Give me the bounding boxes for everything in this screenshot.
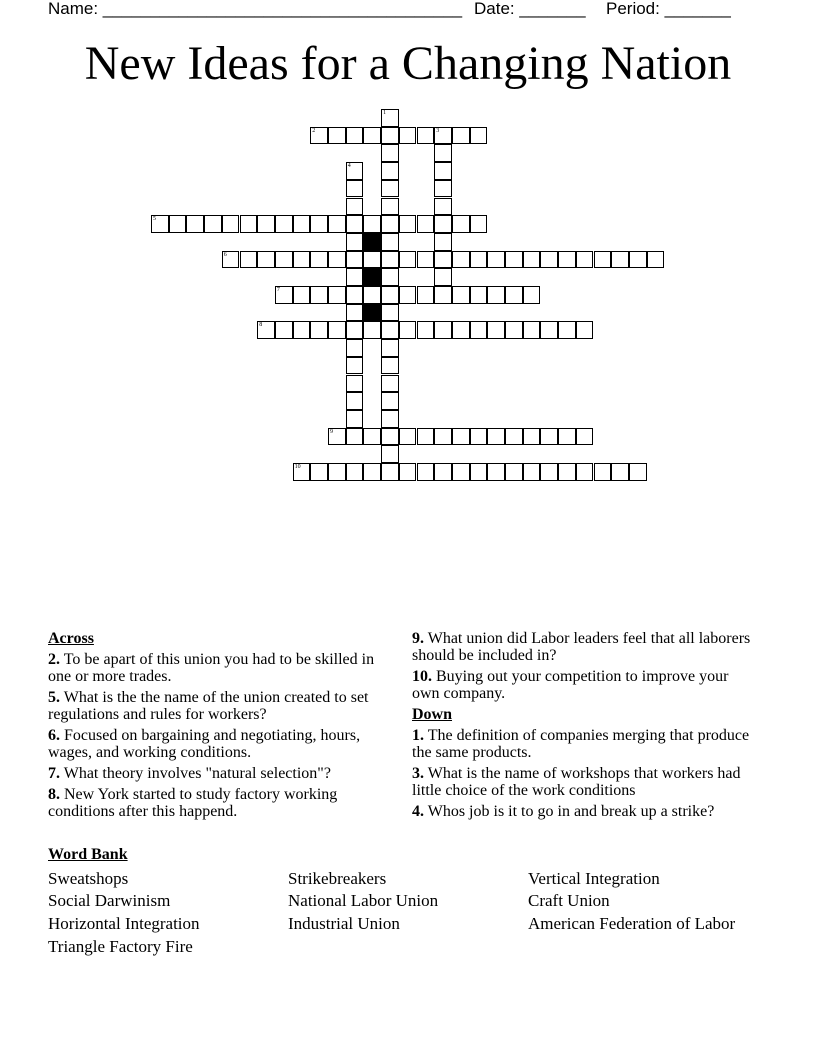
crossword-cell[interactable] bbox=[399, 463, 417, 481]
crossword-cell[interactable] bbox=[505, 251, 523, 269]
crossword-cell[interactable] bbox=[452, 215, 470, 233]
clue-across-7 bbox=[48, 765, 388, 782]
crossword-cell[interactable] bbox=[381, 339, 399, 357]
crossword-cell[interactable] bbox=[275, 215, 293, 233]
crossword-cell[interactable] bbox=[452, 127, 470, 145]
crossword-cell[interactable] bbox=[434, 428, 452, 446]
crossword-cell[interactable] bbox=[310, 463, 328, 481]
clue-text: The definition of companies merging that produce the same products. bbox=[412, 727, 750, 761]
crossword-cell[interactable] bbox=[487, 251, 505, 269]
cell-number: 1 bbox=[383, 110, 387, 116]
crossword-cell[interactable] bbox=[399, 286, 417, 304]
crossword-cell[interactable] bbox=[346, 180, 364, 198]
crossword-cell[interactable] bbox=[363, 428, 381, 446]
crossword-cell[interactable] bbox=[346, 127, 364, 145]
crossword-cell[interactable] bbox=[293, 463, 311, 481]
crossword-cell[interactable] bbox=[523, 286, 541, 304]
crossword-cell[interactable] bbox=[381, 251, 399, 269]
crossword-cell[interactable] bbox=[240, 215, 258, 233]
crossword-cell[interactable] bbox=[399, 321, 417, 339]
crossword-cell[interactable] bbox=[487, 321, 505, 339]
crossword-cell[interactable] bbox=[328, 321, 346, 339]
crossword-grid bbox=[0, 0, 816, 500]
cell-number: 3 bbox=[436, 127, 440, 134]
crossword-cell[interactable] bbox=[381, 375, 399, 393]
clue-number: 5. bbox=[48, 689, 60, 706]
clue-across-8 bbox=[48, 786, 388, 820]
crossword-cell[interactable] bbox=[328, 215, 346, 233]
clue-number: 8. bbox=[48, 786, 60, 803]
clues-left-column bbox=[48, 630, 388, 824]
crossword-cell[interactable] bbox=[558, 463, 576, 481]
crossword-cell[interactable] bbox=[381, 321, 399, 339]
crossword-cell[interactable] bbox=[434, 127, 452, 145]
crossword-cell[interactable] bbox=[470, 127, 488, 145]
crossword-cell[interactable] bbox=[328, 428, 346, 446]
crossword-cell[interactable] bbox=[434, 251, 452, 269]
crossword-cell[interactable] bbox=[381, 109, 399, 127]
crossword-cell[interactable] bbox=[399, 127, 417, 145]
clue-number: 1. bbox=[412, 727, 424, 744]
crossword-cell[interactable] bbox=[363, 127, 381, 145]
crossword-cell[interactable] bbox=[346, 410, 364, 428]
crossword-cell[interactable] bbox=[328, 463, 346, 481]
cell-number: 10 bbox=[294, 464, 301, 470]
name-field[interactable]: Name: ______________________________________ bbox=[48, 0, 463, 18]
crossword-cell[interactable] bbox=[363, 251, 381, 269]
crossword-cell[interactable] bbox=[452, 428, 470, 446]
crossword-cell[interactable] bbox=[647, 251, 665, 269]
clue-across-5 bbox=[48, 689, 388, 723]
clue-number: 7. bbox=[48, 765, 60, 782]
clue-number: 2. bbox=[48, 651, 60, 668]
crossword-cell[interactable] bbox=[523, 251, 541, 269]
crossword-cell[interactable] bbox=[257, 321, 275, 339]
crossword-cell[interactable] bbox=[381, 304, 399, 322]
crossword-cell[interactable] bbox=[310, 127, 328, 145]
clue-text: What theory involves "natural selection"? bbox=[63, 765, 331, 782]
word-bank-item: Vertical Integration bbox=[528, 869, 660, 888]
crossword-cell[interactable] bbox=[611, 463, 629, 481]
crossword-cell[interactable] bbox=[310, 321, 328, 339]
crossword-cell[interactable] bbox=[222, 215, 240, 233]
crossword-cell[interactable] bbox=[328, 127, 346, 145]
crossword-cell[interactable] bbox=[417, 127, 435, 145]
crossword-cell[interactable] bbox=[381, 463, 399, 481]
crossword-cell[interactable] bbox=[346, 304, 364, 322]
crossword-cell[interactable] bbox=[310, 251, 328, 269]
crossword-cell[interactable] bbox=[594, 463, 612, 481]
cell-number: 5 bbox=[153, 216, 156, 223]
clue-text: To be apart of this union you had to be skilled in one or more trades. bbox=[48, 651, 375, 685]
crossword-cell[interactable] bbox=[328, 286, 346, 304]
page-title: New Ideas for a Changing Nation bbox=[84, 37, 732, 90]
crossword-cell[interactable] bbox=[204, 215, 222, 233]
crossword-cell[interactable] bbox=[151, 215, 169, 233]
clue-across-10 bbox=[412, 668, 752, 702]
crossword-cell[interactable] bbox=[381, 162, 399, 180]
crossword-cell[interactable] bbox=[293, 286, 311, 304]
word-bank-item: Strikebreakers bbox=[288, 869, 387, 888]
crossword-cell[interactable] bbox=[346, 215, 364, 233]
crossword-cell[interactable] bbox=[576, 428, 594, 446]
crossword-cell[interactable] bbox=[523, 321, 541, 339]
crossword-cell[interactable] bbox=[275, 321, 293, 339]
crossword-cell[interactable] bbox=[240, 251, 258, 269]
crossword-cell[interactable] bbox=[434, 233, 452, 251]
clue-across-2 bbox=[48, 651, 388, 685]
word-bank-item: Sweatshops bbox=[48, 869, 129, 888]
crossword-cell[interactable] bbox=[470, 251, 488, 269]
crossword-cell[interactable] bbox=[470, 463, 488, 481]
down-heading: Down bbox=[412, 706, 453, 723]
crossword-cell[interactable] bbox=[363, 286, 381, 304]
clue-text: Buying out your competition to improve your own company. bbox=[412, 668, 729, 702]
crossword-cell[interactable] bbox=[576, 321, 594, 339]
word-bank-title: Word Bank bbox=[48, 846, 128, 863]
crossword-cell[interactable] bbox=[505, 321, 523, 339]
clue-number: 9. bbox=[412, 630, 424, 647]
crossword-cell[interactable] bbox=[346, 357, 364, 375]
clue-down-1 bbox=[412, 727, 752, 761]
crossword-cell[interactable] bbox=[399, 428, 417, 446]
crossword-cell[interactable] bbox=[381, 233, 399, 251]
crossword-cell[interactable] bbox=[381, 144, 399, 162]
crossword-cell[interactable] bbox=[346, 286, 364, 304]
crossword-cell[interactable] bbox=[505, 428, 523, 446]
crossword-cell[interactable] bbox=[505, 463, 523, 481]
clue-across-6 bbox=[48, 727, 388, 761]
crossword-cell[interactable] bbox=[434, 215, 452, 233]
crossword-cell[interactable] bbox=[629, 463, 647, 481]
crossword-cell[interactable] bbox=[310, 215, 328, 233]
crossword-cell[interactable] bbox=[169, 215, 187, 233]
word-bank-item: Horizontal Integration bbox=[48, 914, 200, 933]
crossword-cell[interactable] bbox=[558, 428, 576, 446]
clue-number: 6. bbox=[48, 727, 60, 744]
crossword-cell[interactable] bbox=[629, 251, 647, 269]
crossword-cell[interactable] bbox=[434, 286, 452, 304]
clue-across-9 bbox=[412, 630, 752, 664]
crossword-cell[interactable] bbox=[363, 215, 381, 233]
crossword-cell[interactable] bbox=[417, 286, 435, 304]
crossword-cell[interactable] bbox=[558, 251, 576, 269]
cell-number: 6 bbox=[223, 251, 227, 258]
crossword-cell[interactable] bbox=[275, 251, 293, 269]
crossword-cell[interactable] bbox=[381, 445, 399, 463]
clue-text: What is the the name of the union created to set regulations and rules for workers? bbox=[48, 689, 369, 723]
word-bank-item: Social Darwinism bbox=[48, 891, 171, 910]
crossword-cell[interactable] bbox=[576, 463, 594, 481]
crossword-cell[interactable] bbox=[186, 215, 204, 233]
crossword-cell[interactable] bbox=[470, 215, 488, 233]
word-bank-item: National Labor Union bbox=[288, 891, 439, 910]
crossword-block-cell bbox=[363, 304, 381, 322]
crossword-cell[interactable] bbox=[346, 251, 364, 269]
crossword-cell[interactable] bbox=[417, 321, 435, 339]
word-bank-item: Craft Union bbox=[528, 891, 610, 910]
crossword-cell[interactable] bbox=[293, 321, 311, 339]
crossword-cell[interactable] bbox=[452, 463, 470, 481]
crossword-cell[interactable] bbox=[381, 286, 399, 304]
crossword-cell[interactable] bbox=[381, 410, 399, 428]
crossword-cell[interactable] bbox=[452, 321, 470, 339]
word-bank-item: Triangle Factory Fire bbox=[48, 937, 193, 956]
crossword-cell[interactable] bbox=[487, 428, 505, 446]
crossword-cell[interactable] bbox=[434, 321, 452, 339]
clues-right-column bbox=[412, 630, 752, 824]
clue-text: Whos job is it to go in and break up a strike? bbox=[427, 803, 715, 820]
crossword-cell[interactable] bbox=[381, 357, 399, 375]
crossword-cell[interactable] bbox=[346, 268, 364, 286]
crossword-cell[interactable] bbox=[346, 162, 364, 180]
crossword-cell[interactable] bbox=[558, 321, 576, 339]
crossword-cell[interactable] bbox=[381, 198, 399, 216]
crossword-cell[interactable] bbox=[399, 215, 417, 233]
clue-number: 10. bbox=[412, 668, 432, 685]
crossword-cell[interactable] bbox=[434, 144, 452, 162]
crossword-cell[interactable] bbox=[505, 286, 523, 304]
crossword-cell[interactable] bbox=[257, 251, 275, 269]
crossword-cell[interactable] bbox=[381, 180, 399, 198]
clue-text: What union did Labor leaders feel that all laborers should be included in? bbox=[412, 630, 751, 664]
crossword-cell[interactable] bbox=[417, 215, 435, 233]
crossword-cell[interactable] bbox=[381, 268, 399, 286]
clue-down-3 bbox=[412, 765, 752, 799]
crossword-cell[interactable] bbox=[381, 215, 399, 233]
crossword-cell[interactable] bbox=[540, 463, 558, 481]
crossword-cell[interactable] bbox=[434, 180, 452, 198]
crossword-cell[interactable] bbox=[257, 215, 275, 233]
crossword-cell[interactable] bbox=[487, 463, 505, 481]
crossword-cell[interactable] bbox=[576, 251, 594, 269]
clue-text: What is the name of workshops that workers had little choice of the work conditions bbox=[412, 765, 741, 799]
crossword-cell[interactable] bbox=[328, 251, 346, 269]
cell-number: 2 bbox=[312, 127, 316, 134]
crossword-cell[interactable] bbox=[346, 463, 364, 481]
period-field[interactable]: Period: _______ bbox=[606, 0, 731, 18]
crossword-cell[interactable] bbox=[346, 392, 364, 410]
crossword-cell[interactable] bbox=[310, 286, 328, 304]
crossword-cell[interactable] bbox=[470, 286, 488, 304]
cell-number: 8 bbox=[259, 322, 263, 329]
crossword-cell[interactable] bbox=[611, 251, 629, 269]
crossword-cell[interactable] bbox=[434, 198, 452, 216]
crossword-cell[interactable] bbox=[594, 251, 612, 269]
crossword-cell[interactable] bbox=[363, 463, 381, 481]
clue-number: 3. bbox=[412, 765, 424, 782]
crossword-cell[interactable] bbox=[417, 251, 435, 269]
crossword-cell[interactable] bbox=[470, 321, 488, 339]
crossword-cell[interactable] bbox=[540, 251, 558, 269]
crossword-cell[interactable] bbox=[346, 375, 364, 393]
crossword-cell[interactable] bbox=[381, 127, 399, 145]
clue-down-4 bbox=[412, 803, 752, 820]
crossword-cell[interactable] bbox=[434, 463, 452, 481]
crossword-block-cell bbox=[363, 268, 381, 286]
crossword-cell[interactable] bbox=[487, 286, 505, 304]
crossword-cell[interactable] bbox=[540, 428, 558, 446]
crossword-cell[interactable] bbox=[381, 428, 399, 446]
crossword-cell[interactable] bbox=[346, 428, 364, 446]
crossword-cell[interactable] bbox=[275, 286, 293, 304]
crossword-cell[interactable] bbox=[540, 321, 558, 339]
crossword-cell[interactable] bbox=[293, 251, 311, 269]
cell-number: 9 bbox=[330, 428, 333, 435]
crossword-cell[interactable] bbox=[523, 428, 541, 446]
crossword-cell[interactable] bbox=[470, 428, 488, 446]
crossword-cell[interactable] bbox=[417, 428, 435, 446]
crossword-cell[interactable] bbox=[417, 463, 435, 481]
crossword-cell[interactable] bbox=[452, 286, 470, 304]
crossword-cell[interactable] bbox=[346, 339, 364, 357]
clue-text: New York started to study factory working conditions after this happend. bbox=[48, 786, 338, 820]
crossword-cell[interactable] bbox=[434, 162, 452, 180]
clue-number: 4. bbox=[412, 803, 424, 820]
across-heading: Across bbox=[48, 630, 94, 647]
cell-number: 4 bbox=[347, 163, 351, 170]
crossword-cell[interactable] bbox=[346, 321, 364, 339]
date-field[interactable]: Date: _______ bbox=[474, 0, 586, 18]
crossword-cell[interactable] bbox=[222, 251, 240, 269]
crossword-cell[interactable] bbox=[452, 251, 470, 269]
word-bank-item: American Federation of Labor bbox=[528, 914, 736, 933]
crossword-cell[interactable] bbox=[523, 463, 541, 481]
clue-text: Focused on bargaining and negotiating, hours, wages, and working conditions. bbox=[48, 727, 361, 761]
crossword-block-cell bbox=[363, 233, 381, 251]
crossword-cell[interactable] bbox=[434, 268, 452, 286]
crossword-cell[interactable] bbox=[293, 215, 311, 233]
crossword-cell[interactable] bbox=[399, 251, 417, 269]
crossword-cell[interactable] bbox=[346, 198, 364, 216]
word-bank-item: Industrial Union bbox=[288, 914, 400, 933]
crossword-cell[interactable] bbox=[363, 321, 381, 339]
word-bank bbox=[48, 846, 768, 956]
cell-number: 7 bbox=[276, 287, 280, 293]
crossword-cell[interactable] bbox=[381, 392, 399, 410]
crossword-cell[interactable] bbox=[346, 233, 364, 251]
